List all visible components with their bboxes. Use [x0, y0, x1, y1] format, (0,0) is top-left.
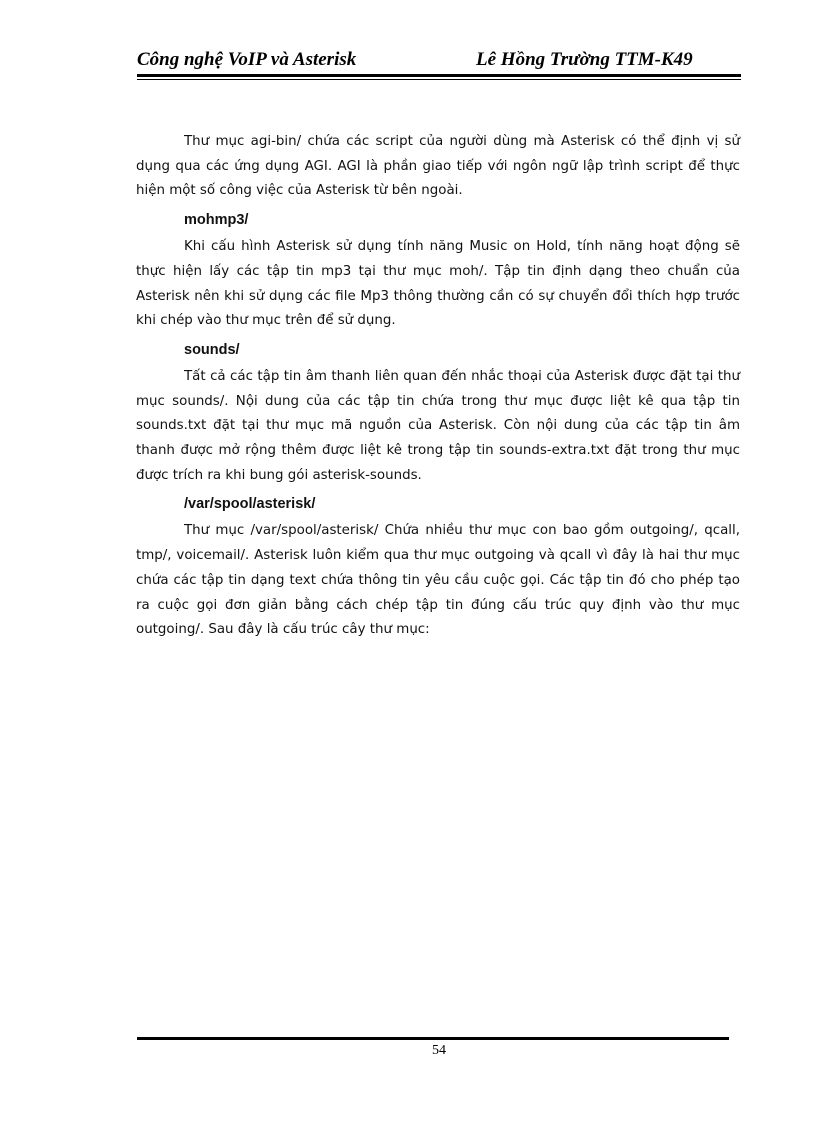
header-title: Công nghệ VoIP và Asterisk: [137, 49, 357, 70]
header-rule-thin: [137, 79, 741, 80]
footer-rule: [137, 1037, 729, 1040]
paragraph-sounds: Tất cả các tập tin âm thanh liên quan đến nhắc thoại của Asterisk được đặt tại thư mục sounds/. Nội dung của các tập tin chứa trong thư mục được liệt kê qua tập tin sounds.txt đặt tại thư mục mã nguồn của Asterisk. Còn nội dung của các tập tin âm thanh được mở rộng thêm được liệt kê trong tập tin sounds-extra.txt đặt trong thư mục được trích ra khi bung gói asterisk-sounds.: [136, 368, 740, 483]
page-body: [136, 130, 740, 643]
section-heading-spool: /var/spool/asterisk/: [184, 496, 316, 513]
section-heading-mohmp3: mohmp3/: [184, 212, 249, 229]
page-header: [137, 46, 741, 76]
paragraph-mohmp3: Khi cấu hình Asterisk sử dụng tính năng Music on Hold, tính năng hoạt động sẽ thực hiện lấy các tập tin mp3 tại thư mục moh/. Tập tin định dạng theo chuẩn của Asterisk nên khi sử dụng các file Mp3 thông thường cần có sự chuyển đổi thích hợp trước khi chép vào thư mục trên để sử dụng.: [136, 239, 740, 329]
section-heading-sounds: sounds/: [184, 341, 240, 358]
paragraph-spool: Thư mục /var/spool/asterisk/ Chứa nhiều thư mục con bao gồm outgoing/, qcall, tmp/, voicemail/. Asterisk luôn kiểm qua thư mục outgoing và qcall vì đây là hai thư mục chứa các tập tin dạng text chứa thông tin yêu cầu cuộc gọi. Các tập tin đó cho phép tạo ra cuộc gọi đơn giản bằng cách chép tập tin đúng cấu trúc quy định vào thư mục outgoing/. Sau đây là cấu trúc cây thư mục:: [136, 523, 740, 638]
page-number: 54: [432, 1043, 446, 1058]
header-author: Lê Hồng Trường TTM-K49: [476, 49, 693, 70]
header-rule-thick: [137, 74, 741, 77]
paragraph-agi-bin: Thư mục agi-bin/ chứa các script của người dùng mà Asterisk có thể định vị sử dụng qua các ứng dụng AGI. AGI là phần giao tiếp với ngôn ngữ lập trình script để thực hiện một số công việc của Asterisk từ bên ngoài.: [136, 134, 740, 199]
